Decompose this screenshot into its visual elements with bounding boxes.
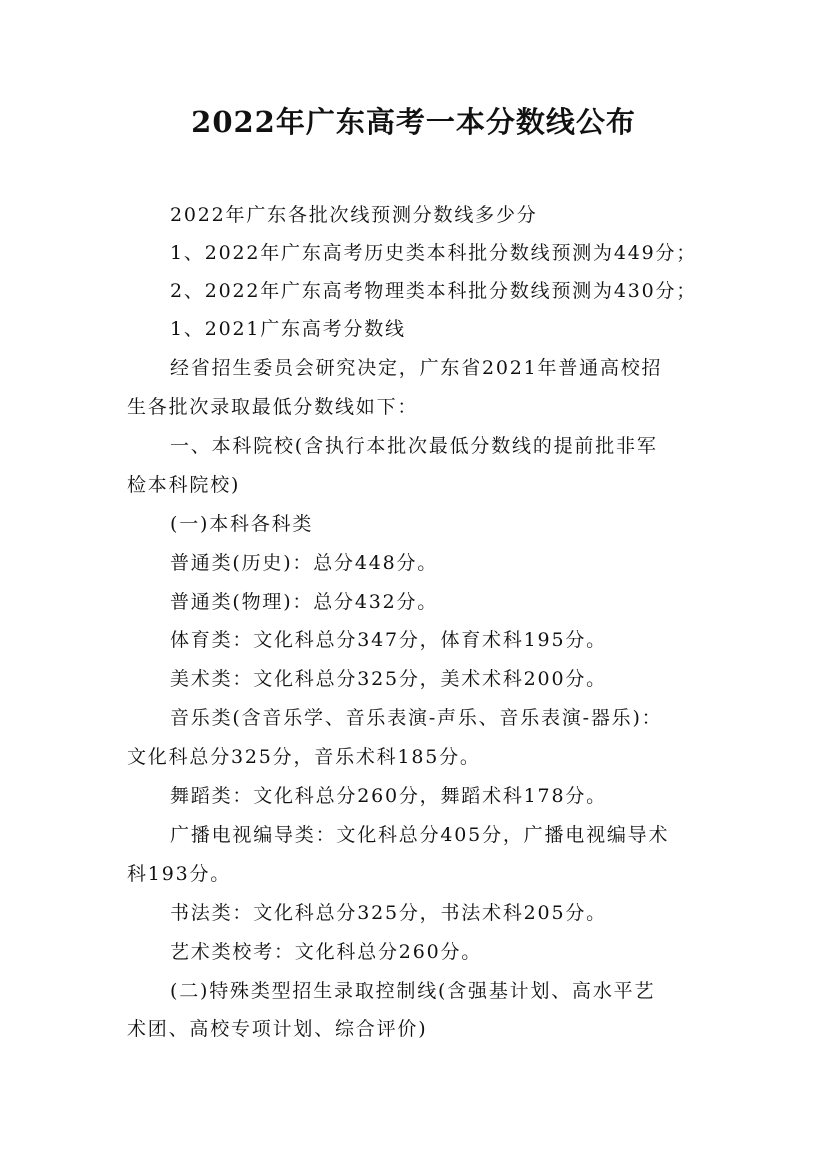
paragraph-line: 舞蹈类：文化科总分260分，舞蹈术科178分。 [170,785,607,807]
paragraph-line: (二)特殊类型招生录取控制线(含强基计划、高水平艺 [170,980,656,1002]
paragraph-line: 2022年广东各批次线预测分数线多少分 [170,204,538,226]
paragraph-line: 音乐类(含音乐学、音乐表演-声乐、音乐表演-器乐)： [170,707,663,729]
paragraph-line: 普通类(物理)：总分432分。 [170,591,439,613]
paragraph-line: 术团、高校专项计划、综合评价) [127,1018,428,1040]
paragraph-line: 科193分。 [127,863,232,885]
paragraph-line: 美术类：文化科总分325分，美术术科200分。 [170,668,607,690]
paragraph-line: 体育类：文化科总分347分，体育术科195分。 [170,629,607,651]
paragraph-line: 检本科院校) [127,474,241,496]
paragraph-line: 文化科总分325分，音乐术科185分。 [127,746,481,768]
paragraph-line: 经省招生委员会研究决定，广东省2021年普通高校招 [170,357,663,379]
paragraph-line: 艺术类校考：文化科总分260分。 [170,941,483,963]
paragraph-line: 一、本科院校(含执行本批次最低分数线的提前批非军 [170,435,658,457]
paragraph-line: 生各批次录取最低分数线如下： [127,396,419,418]
paragraph-line: 2、2022年广东高考物理类本科批分数线预测为430分； [170,280,698,302]
paragraph-line: 1、2021广东高考分数线 [170,318,406,340]
document-title: 2022年广东高考一本分数线公布 [191,105,636,139]
paragraph-line: 1、2022年广东高考历史类本科批分数线预测为449分； [170,242,698,264]
paragraph-line: 普通类(历史)：总分448分。 [170,552,439,574]
paragraph-line: 书法类：文化科总分325分，书法术科205分。 [170,902,607,924]
paragraph-line: (一)本科各科类 [170,513,314,535]
paragraph-line: 广播电视编导类：文化科总分405分，广播电视编导术 [170,824,670,846]
